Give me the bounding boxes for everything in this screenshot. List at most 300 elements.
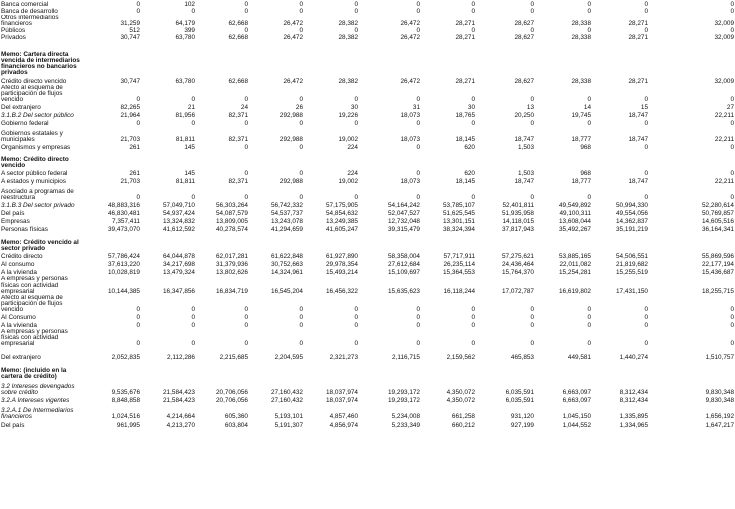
value-cell: 0	[730, 27, 734, 35]
value-cell: 82,371	[228, 136, 248, 144]
value-cell: 0	[416, 144, 420, 152]
value-cell: 37,817,943	[502, 226, 534, 234]
value-cell: 18,747	[628, 136, 648, 144]
value-cell: 0	[471, 8, 475, 15]
value-cell	[535, 41, 592, 76]
row-label: Memo: Crédito vencido al sector privado	[1, 239, 79, 253]
value-cell: 0	[354, 305, 358, 313]
value-cell: 0	[416, 96, 420, 104]
value-cell: 292,988	[279, 136, 303, 144]
value-cell	[249, 233, 304, 252]
value-cell: 19,745	[571, 112, 591, 120]
value-cell: 0	[416, 170, 420, 178]
row-label: Del país	[1, 210, 25, 218]
value-cell	[196, 233, 249, 252]
value-cell: 14,118,015	[502, 218, 534, 226]
value-cell: 16,456,322	[326, 287, 358, 295]
value-cell: 82,371	[228, 178, 248, 186]
value-cell: 0	[530, 194, 534, 202]
value-cell: 61,622,848	[271, 253, 303, 261]
value-cell: 36,164,341	[702, 226, 734, 234]
value-cell: 18,073	[400, 112, 420, 120]
value-cell: 18,747	[628, 178, 648, 186]
value-cell: 14,324,961	[271, 269, 303, 277]
value-cell: 28,271	[628, 78, 648, 86]
value-cell: 82,265	[120, 104, 140, 112]
value-cell: 0	[244, 120, 248, 128]
value-cell: 19,293,172	[388, 389, 420, 397]
value-cell: 0	[299, 194, 303, 202]
row-label: Al Consumo	[1, 313, 36, 321]
value-cell: 0	[299, 120, 303, 128]
value-cell: 0	[416, 340, 420, 348]
value-cell: 0	[244, 170, 248, 178]
table-row	[0, 41, 735, 76]
value-cell: 1,044,552	[562, 422, 591, 430]
value-cell: 53,785,107	[443, 202, 475, 210]
value-cell: 145	[184, 144, 195, 152]
table-row	[0, 295, 735, 313]
value-cell: 0	[587, 1, 591, 8]
value-cell: 14	[583, 104, 591, 112]
value-cell: 18,777	[571, 136, 591, 144]
table-row	[0, 260, 735, 268]
value-cell: 39,473,070	[108, 226, 140, 234]
value-cell	[359, 41, 421, 76]
table-row	[0, 119, 735, 127]
value-cell: 16,347,856	[163, 287, 195, 295]
value-cell: 81,956	[175, 112, 195, 120]
value-cell: 0	[730, 170, 734, 178]
value-cell: 9,830,348	[705, 397, 734, 405]
value-cell: 26,472	[400, 20, 420, 28]
table-row	[0, 321, 735, 329]
value-cell: 224	[347, 144, 358, 152]
value-cell: 6,035,591	[505, 389, 534, 397]
value-cell: 620	[464, 170, 475, 178]
value-cell: 5,233,349	[391, 422, 420, 430]
value-cell: 0	[644, 305, 648, 313]
row-label: Del país	[1, 422, 25, 430]
value-cell: 0	[136, 194, 140, 202]
table-row	[0, 177, 735, 185]
value-cell: 0	[354, 313, 358, 321]
value-cell: 27	[726, 104, 734, 112]
value-cell: 0	[530, 340, 534, 348]
value-cell: 0	[587, 340, 591, 348]
value-cell: 1,024,516	[111, 413, 140, 421]
table-row	[0, 111, 735, 119]
value-cell: 1,510,757	[705, 354, 734, 362]
value-cell: 0	[587, 8, 591, 15]
value-cell: 0	[530, 27, 534, 35]
value-cell: 62,017,281	[216, 253, 248, 261]
value-cell: 21,819,682	[616, 261, 648, 269]
value-cell: 22,211	[714, 178, 734, 186]
table-row	[0, 420, 735, 429]
value-cell: 0	[530, 96, 534, 104]
value-cell: 0	[644, 8, 648, 15]
value-cell: 10,144,385	[108, 287, 140, 295]
table-row	[0, 268, 735, 276]
value-cell: 1,503	[518, 170, 534, 178]
value-cell: 2,052,835	[111, 354, 140, 362]
value-cell: 22,211	[714, 112, 734, 120]
value-cell: 5,234,008	[391, 413, 420, 421]
value-cell: 4,350,072	[446, 389, 475, 397]
value-cell: 0	[730, 144, 734, 152]
value-cell: 31,379,936	[216, 261, 248, 269]
value-cell: 0	[730, 313, 734, 321]
value-cell	[421, 151, 476, 169]
value-cell: 0	[416, 321, 420, 329]
value-cell: 81,811	[175, 136, 195, 144]
value-cell: 0	[299, 170, 303, 178]
table-row	[0, 8, 735, 15]
value-cell: 28,382	[338, 78, 358, 86]
value-cell: 0	[299, 144, 303, 152]
value-cell: 17,072,787	[502, 287, 534, 295]
value-cell: 0	[354, 1, 358, 8]
value-cell: 0	[136, 340, 140, 348]
value-cell: 0	[730, 1, 734, 8]
value-cell: 0	[354, 321, 358, 329]
value-cell: 54,164,242	[388, 202, 420, 210]
value-cell: 55,869,596	[702, 253, 734, 261]
value-cell: 0	[136, 321, 140, 329]
value-cell: 14,605,516	[702, 218, 734, 226]
value-cell: 0	[530, 1, 534, 8]
row-label: A empresas y personas físicas con actividad empresarial	[1, 329, 68, 348]
value-cell: 18,747	[628, 112, 648, 120]
value-cell	[476, 361, 535, 380]
value-cell: 30,747	[120, 34, 140, 42]
value-cell	[304, 151, 359, 169]
value-cell: 22,177,194	[702, 261, 734, 269]
value-cell: 26	[295, 104, 303, 112]
value-cell: 0	[471, 313, 475, 321]
value-cell: 0	[191, 194, 195, 202]
table-row	[0, 276, 735, 294]
value-cell: 224	[347, 170, 358, 178]
value-cell	[359, 151, 421, 169]
row-label: A empresas y personas físicas con actividad empresarial	[1, 276, 68, 295]
value-cell: 15,635,623	[388, 287, 420, 295]
value-cell: 53,885,165	[559, 253, 591, 261]
value-cell: 9,535,676	[111, 389, 140, 397]
value-cell: 0	[354, 27, 358, 35]
table-row	[0, 34, 735, 41]
value-cell: 22,211	[714, 136, 734, 144]
value-cell: 4,856,974	[329, 422, 358, 430]
value-cell	[476, 41, 535, 76]
value-cell: 18,747	[514, 178, 534, 186]
value-cell: 16,118,244	[443, 287, 475, 295]
value-cell: 28,338	[571, 20, 591, 28]
value-cell	[141, 151, 196, 169]
row-label: Del extranjero	[1, 104, 41, 112]
value-cell: 32,009	[714, 78, 734, 86]
value-cell: 0	[644, 170, 648, 178]
value-cell: 0	[299, 321, 303, 329]
value-cell: 0	[730, 120, 734, 128]
value-cell: 57,049,710	[163, 202, 195, 210]
value-cell: 28,271	[455, 34, 475, 42]
value-cell: 0	[244, 8, 248, 15]
value-cell: 49,549,892	[559, 202, 591, 210]
value-cell: 52,401,811	[502, 202, 534, 210]
value-cell: 512	[129, 27, 140, 35]
value-cell: 1,440,274	[619, 354, 648, 362]
row-label: Asociado a programas de reestructura	[1, 188, 74, 202]
value-cell: 14,362,837	[616, 218, 648, 226]
value-cell	[476, 233, 535, 252]
value-cell	[535, 233, 592, 252]
value-cell: 1,335,895	[619, 413, 648, 421]
financial-data-table	[0, 1, 735, 429]
value-cell: 46,830,481	[108, 210, 140, 218]
value-cell: 56,303,264	[216, 202, 248, 210]
table-body	[0, 1, 735, 429]
value-cell: 8,312,434	[619, 389, 648, 397]
value-cell: 41,294,659	[271, 226, 303, 234]
value-cell: 51,935,958	[502, 210, 534, 218]
value-cell: 0	[644, 313, 648, 321]
value-cell: 13,608,044	[559, 218, 591, 226]
table-row	[0, 329, 735, 347]
value-cell: 0	[644, 194, 648, 202]
value-cell	[141, 361, 196, 380]
value-cell	[196, 361, 249, 380]
value-cell: 30	[350, 104, 358, 112]
value-cell: 24	[240, 104, 248, 112]
value-cell: 0	[416, 8, 420, 15]
value-cell: 0	[644, 1, 648, 8]
row-label: Gobierno federal	[1, 120, 49, 128]
value-cell: 4,350,072	[446, 397, 475, 405]
value-cell: 19,002	[338, 178, 358, 186]
value-cell: 18,037,974	[326, 389, 358, 397]
value-cell: 54,937,424	[163, 210, 195, 218]
value-cell: 0	[471, 1, 475, 8]
value-cell: 0	[471, 96, 475, 104]
value-cell	[141, 233, 196, 252]
value-cell: 0	[644, 321, 648, 329]
row-label: 3.2.A Intereses vigentes	[1, 397, 70, 405]
value-cell: 26,472	[283, 78, 303, 86]
value-cell: 261	[129, 170, 140, 178]
value-cell: 15,254,281	[559, 269, 591, 277]
value-cell: 28,271	[455, 20, 475, 28]
table-row	[0, 404, 735, 420]
value-cell: 0	[191, 120, 195, 128]
value-cell: 13,479,324	[163, 269, 195, 277]
value-cell: 0	[416, 313, 420, 321]
value-cell: 15,364,553	[443, 269, 475, 277]
value-cell: 26,472	[400, 78, 420, 86]
value-cell	[592, 41, 649, 76]
value-cell	[86, 361, 141, 380]
value-cell: 81,811	[175, 178, 195, 186]
value-cell: 8,848,858	[111, 397, 140, 405]
value-cell: 0	[244, 144, 248, 152]
row-label: Memo: (incluido en la cartera de crédito)	[1, 367, 67, 381]
value-cell: 0	[244, 27, 248, 35]
row-label: Públicos	[1, 27, 26, 35]
value-cell: 52,047,527	[388, 210, 420, 218]
value-cell: 19,002	[338, 136, 358, 144]
value-cell: 58,358,004	[388, 253, 420, 261]
value-cell: 0	[136, 305, 140, 313]
value-cell: 22,011,082	[559, 261, 591, 269]
value-cell: 18,255,715	[702, 287, 734, 295]
value-cell: 0	[244, 340, 248, 348]
value-cell: 15,109,697	[388, 269, 420, 277]
value-cell: 56,742,332	[271, 202, 303, 210]
value-cell: 32,009	[714, 34, 734, 42]
value-cell	[649, 41, 735, 76]
row-label: Banca de desarrollo	[1, 8, 58, 15]
value-cell: 64,044,878	[163, 253, 195, 261]
value-cell: 0	[416, 305, 420, 313]
value-cell: 605,360	[224, 413, 248, 421]
value-cell: 62,668	[228, 34, 248, 42]
value-cell: 64,179	[175, 20, 195, 28]
value-cell: 34,217,698	[163, 261, 195, 269]
value-cell: 0	[191, 305, 195, 313]
value-cell: 26,472	[400, 34, 420, 42]
value-cell: 6,663,097	[562, 389, 591, 397]
value-cell: 18,765	[455, 112, 475, 120]
value-cell	[86, 41, 141, 76]
value-cell	[421, 361, 476, 380]
value-cell: 0	[587, 96, 591, 104]
value-cell	[649, 361, 735, 380]
value-cell: 30	[467, 104, 475, 112]
row-label: Afecto al esquema de participación de flujos vencido	[1, 294, 63, 313]
value-cell	[196, 151, 249, 169]
table-row	[0, 76, 735, 85]
row-label: Memo: Cartera directa vencida de intermediarios financieros no bancarios privados	[1, 50, 80, 77]
value-cell: 16,834,719	[216, 287, 248, 295]
value-cell: 27,612,684	[388, 261, 420, 269]
value-cell: 6,035,591	[505, 397, 534, 405]
value-cell	[649, 151, 735, 169]
value-cell: 2,116,715	[392, 354, 420, 362]
value-cell: 54,537,737	[271, 210, 303, 218]
table-row	[0, 1, 735, 8]
value-cell: 0	[191, 313, 195, 321]
value-cell: 0	[244, 96, 248, 104]
value-cell	[86, 151, 141, 169]
value-cell: 13,249,385	[326, 218, 358, 226]
value-cell	[535, 361, 592, 380]
value-cell: 0	[471, 305, 475, 313]
value-cell	[304, 361, 359, 380]
value-cell: 13,809,005	[216, 218, 248, 226]
value-cell: 27,160,432	[271, 389, 303, 397]
value-cell: 57,786,424	[108, 253, 140, 261]
value-cell: 21,584,423	[163, 397, 195, 405]
value-cell: 399	[184, 27, 195, 35]
value-cell: 20,706,056	[216, 389, 248, 397]
value-cell	[592, 233, 649, 252]
value-cell: 0	[471, 321, 475, 329]
row-label: A la vivienda	[1, 269, 37, 277]
value-cell: 931,120	[510, 413, 534, 421]
value-cell: 21,964	[120, 112, 140, 120]
value-cell: 6,663,097	[562, 397, 591, 405]
value-cell: 13,324,832	[163, 218, 195, 226]
value-cell: 18,145	[455, 178, 475, 186]
value-cell: 35,492,267	[559, 226, 591, 234]
value-cell: 15	[640, 104, 648, 112]
value-cell	[476, 151, 535, 169]
value-cell: 0	[136, 8, 140, 15]
value-cell: 39,315,479	[388, 226, 420, 234]
value-cell	[249, 361, 304, 380]
value-cell: 0	[299, 313, 303, 321]
value-cell: 19,226	[338, 112, 358, 120]
value-cell: 0	[644, 340, 648, 348]
value-cell: 28,627	[514, 34, 534, 42]
value-cell: 82,371	[228, 112, 248, 120]
value-cell: 5,191,307	[274, 422, 303, 430]
value-cell: 961,995	[116, 422, 140, 430]
value-cell: 49,554,056	[616, 210, 648, 218]
value-cell: 0	[416, 1, 420, 8]
value-cell: 54,087,579	[216, 210, 248, 218]
value-cell: 57,717,911	[443, 253, 475, 261]
row-label: Empresas	[1, 218, 30, 226]
row-label: Del extranjero	[1, 354, 41, 362]
value-cell: 15,255,519	[616, 269, 648, 277]
table-row	[0, 233, 735, 252]
value-cell: 16,545,204	[271, 287, 303, 295]
value-cell: 0	[136, 120, 140, 128]
value-cell: 30,747	[120, 78, 140, 86]
value-cell: 449,581	[567, 354, 591, 362]
value-cell: 0	[244, 321, 248, 329]
value-cell: 261	[129, 144, 140, 152]
value-cell: 1,334,965	[619, 422, 648, 430]
table-row	[0, 169, 735, 177]
value-cell: 2,204,595	[274, 354, 303, 362]
row-label: Organismos y empresas	[1, 144, 71, 152]
value-cell: 292,988	[279, 112, 303, 120]
value-cell	[359, 233, 421, 252]
value-cell: 0	[136, 96, 140, 104]
value-cell: 21	[187, 104, 195, 112]
value-cell: 0	[471, 120, 475, 128]
value-cell: 0	[730, 340, 734, 348]
table-row	[0, 396, 735, 404]
value-cell: 0	[244, 1, 248, 8]
value-cell: 26,472	[283, 20, 303, 28]
table-row	[0, 380, 735, 396]
table-row	[0, 15, 735, 27]
value-cell	[592, 361, 649, 380]
value-cell: 54,854,632	[326, 210, 358, 218]
value-cell: 32,009	[714, 20, 734, 28]
value-cell: 0	[299, 305, 303, 313]
value-cell: 0	[191, 340, 195, 348]
row-label: 3.1.B.3 Del sector privado	[1, 202, 75, 210]
value-cell: 51,625,545	[443, 210, 475, 218]
value-cell: 968	[580, 144, 591, 152]
value-cell: 0	[644, 120, 648, 128]
value-cell: 9,830,348	[705, 389, 734, 397]
